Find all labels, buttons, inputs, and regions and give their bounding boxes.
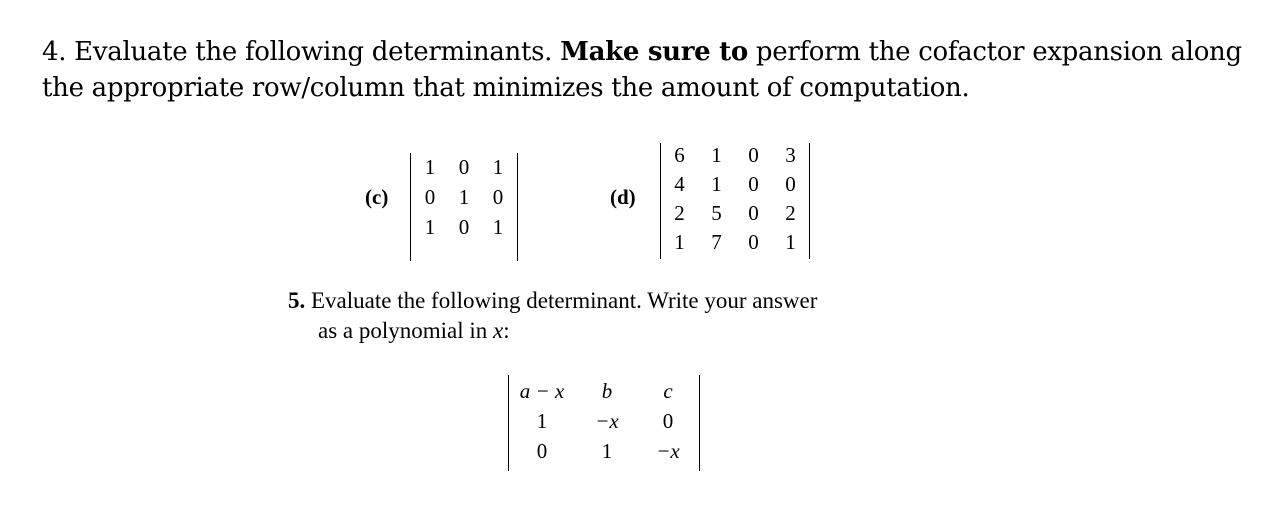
q5-text-part: as a polynomial in (318, 318, 494, 343)
det-c-cell: 1 (458, 185, 470, 209)
q4-text-part: perform the cofactor expansion along (747, 37, 1242, 67)
det-5-cell: 1 (601, 439, 613, 463)
det-c-cell: 0 (492, 185, 504, 209)
det-5-cell: c (663, 379, 673, 403)
det-5-cell: a − x (519, 379, 565, 403)
det-d-cell: 7 (711, 230, 722, 254)
det-d-cell: 3 (785, 143, 796, 167)
det-5-cell: 0 (536, 439, 548, 463)
det-d-cell: 2 (674, 201, 685, 225)
det-c-cell: 0 (458, 155, 470, 179)
det-5-cell: 0 (662, 409, 674, 433)
det-5-cell: 1 (536, 409, 548, 433)
question-5-text (288, 286, 817, 346)
det-d-cell: 0 (748, 172, 759, 196)
question-4-line-1 (42, 34, 1242, 70)
det-d-cell: 0 (748, 201, 759, 225)
det-c-cell: 1 (424, 155, 436, 179)
question-5-line-1 (288, 286, 817, 316)
q5-text-part: Evaluate the following determinant. Write your answer (305, 288, 818, 313)
question-5-line-2 (288, 316, 817, 346)
q5-variable: x (493, 318, 504, 343)
question-4-line-2: the appropriate row/column that minimizes the amount of computation. (42, 73, 970, 103)
determinant-d (660, 143, 810, 259)
det-c-cell: 0 (458, 215, 470, 239)
question-4-text (42, 34, 1242, 106)
q5-text-part: : (503, 318, 510, 343)
det-c-cell: 1 (492, 155, 504, 179)
q5-number: 5. (288, 288, 306, 313)
determinant-d-grid (661, 143, 809, 259)
det-d-cell: 2 (785, 201, 796, 225)
det-d-cell: 5 (711, 201, 722, 225)
det-d-cell: 6 (674, 143, 685, 167)
determinant-5 (508, 375, 700, 471)
det-d-cell: 0 (748, 143, 759, 167)
det-c-label: (c) (365, 185, 389, 209)
det-c-cell: 1 (492, 215, 504, 239)
determinant-c (410, 153, 518, 261)
det-5-cell: −x (595, 409, 619, 433)
det-c-cell: 0 (424, 185, 436, 209)
det-c-cell: 1 (424, 215, 436, 239)
det-d-cell: 1 (711, 143, 722, 167)
det-5-cell: −x (656, 439, 680, 463)
det-d-cell: 1 (785, 230, 796, 254)
det-d-cell: 0 (748, 230, 759, 254)
det-5-cell: b (601, 379, 613, 403)
det-d-cell: 0 (785, 172, 796, 196)
determinant-c-grid (413, 153, 517, 245)
det-d-cell: 1 (674, 230, 685, 254)
det-d-label: (d) (610, 185, 636, 209)
det-d-cell: 4 (674, 172, 685, 196)
q4-bold-phrase: Make sure to (560, 37, 748, 67)
q4-text-part: 4. Evaluate the following determinants. (42, 37, 561, 67)
det-d-cell: 1 (711, 172, 722, 196)
determinant-5-grid (509, 375, 699, 469)
